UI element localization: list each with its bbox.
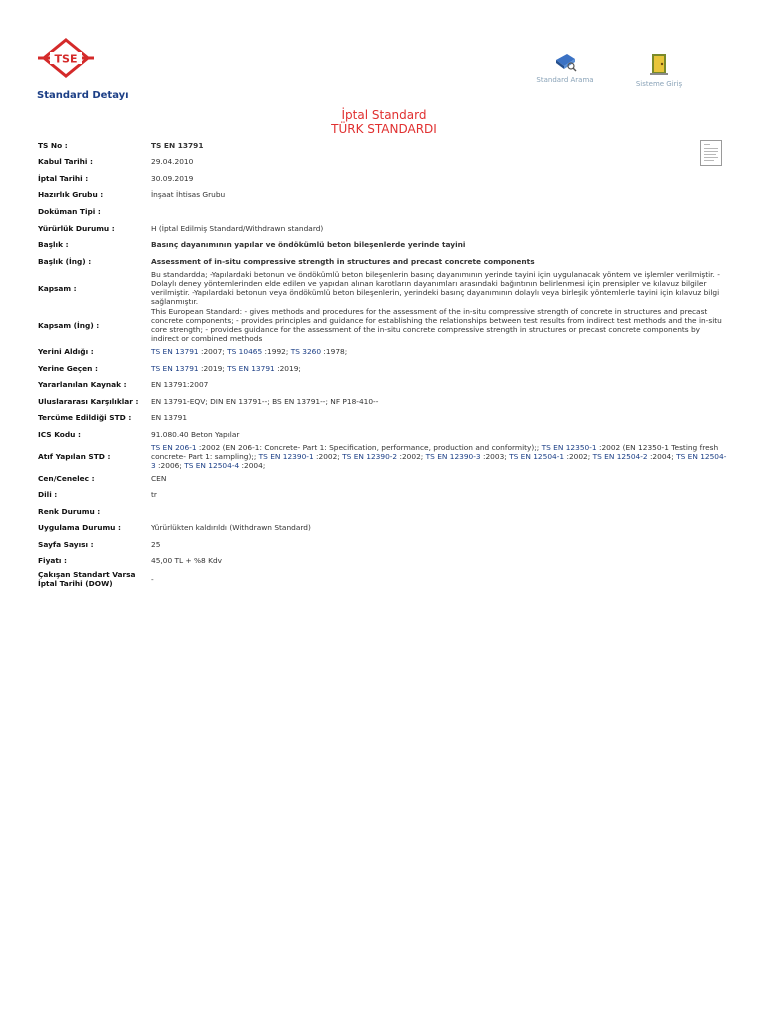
referenced-standard-info: :2003; <box>480 451 510 461</box>
value-kapsam: Bu standardda; -Yapılardaki betonun ve öndökümlü beton bileşenlerin basınç dayanımının yerinde tayini için uygulanacak yöntem ve işlemler verilmiştir. -Dolaylı deney yöntemlerinden elde edilen ve yapıdan alınan karotların dayanımları arasındaki bağıntının belirlenmesi için prensipler ve kılavuz bilgiler verilmiştir. -Yapılardaki betonun veya öndökümlü beton bileşenlerin, yerindeki basınç dayanımının dolaylı veya birleşik yöntemlerle tayini için kılavuz bilgi sağlanmıştır. <box>151 270 720 306</box>
label-kabul: Kabul Tarihi : <box>38 157 93 166</box>
label-dow: Çakışan Standart Varsa İptal Tarihi (DOW) <box>38 570 136 588</box>
referenced-standard-link[interactable]: TS EN 12390-3 <box>425 451 481 461</box>
row-fiyat <box>38 552 728 569</box>
row-renk <box>38 503 728 519</box>
successor-standard-year: :2019; <box>274 363 301 373</box>
top-nav <box>0 52 768 88</box>
value-atif <box>151 442 728 470</box>
label-kapsam: Kapsam : <box>38 283 77 293</box>
referenced-standard-info: :2004; <box>239 460 266 470</box>
referenced-standard-info: :2002 (EN 206-1: Concrete- Part 1: Specification, performance, production and conformity);; <box>196 442 542 452</box>
replaced-standard-link[interactable]: TS 10465 <box>227 347 263 356</box>
row-tercume <box>38 409 728 426</box>
value-kapsam-ing: This European Standard: - gives methods and procedures for the assessment of the in-situ compressive strength of concrete in structures and precast concrete components; - provides principles and guidance for establishing the relationships between test results from indirect test methods and the in-situ core strength; - provides guidance for the assessment of the in-situ concrete compressive strength in structures or precast concrete components by indirect or combined methods <box>151 307 722 343</box>
referenced-standard-info: :2004; <box>647 451 677 461</box>
value-cen: CEN <box>151 473 167 483</box>
row-sayfa <box>38 536 728 552</box>
value-uluslararasi: EN 13791-EQV; DIN EN 13791--; BS EN 13791--; NF P18-410-- <box>151 396 379 406</box>
label-baslik: Başlık : <box>38 240 69 249</box>
referenced-standard-link[interactable]: TS EN 12504-3 <box>151 451 727 470</box>
row-hazirlik <box>38 186 728 203</box>
successor-standard-link[interactable]: TS EN 13791 <box>151 363 199 373</box>
value-fiyat: 45,00 TL + %8 Kdv <box>151 556 223 565</box>
label-renk: Renk Durumu : <box>38 506 101 516</box>
row-yerine-gecen <box>38 360 728 376</box>
referenced-standard-info: :2002 (EN 12350-1 Testing fresh concrete- Part 1: sampling);; <box>151 442 719 461</box>
referenced-standard-info: :2002; <box>313 451 343 461</box>
value-uygulama: Yürürlükten kaldırıldı (Withdrawn Standard) <box>151 523 311 532</box>
value-baslik: Basınç dayanımının yapılar ve öndökümlü beton bileşenlerde yerinde tayini <box>151 240 466 249</box>
referenced-standard-info: :2002; <box>397 451 426 461</box>
value-hazirlik: İnşaat İhtisas Grubu <box>151 190 226 199</box>
standard-search-link[interactable] <box>534 52 596 84</box>
referenced-standard-link[interactable]: TS EN 206-1 <box>151 442 197 452</box>
value-yerini-aldigi <box>151 343 728 360</box>
row-dokuman <box>38 203 728 220</box>
value-tercume: EN 13791 <box>151 413 188 422</box>
row-dili <box>38 486 728 503</box>
value-ics: 91.080.40 Beton Yapılar <box>151 429 240 439</box>
referenced-standard-link[interactable]: TS EN 12504-4 <box>184 460 240 470</box>
system-login-label: Sisteme Giriş <box>635 80 683 88</box>
label-sayfa: Sayfa Sayısı : <box>38 539 94 549</box>
row-kapsam <box>38 269 728 307</box>
book-search-icon <box>534 52 596 74</box>
successor-standard-link[interactable]: TS EN 13791 <box>227 363 275 373</box>
row-ics <box>38 426 728 442</box>
row-uygulama <box>38 519 728 536</box>
section-title: Standard Detayı <box>37 90 129 101</box>
label-tercume: Tercüme Edildiği STD : <box>38 413 132 422</box>
value-yerine-gecen <box>151 360 728 376</box>
value-renk <box>151 503 728 519</box>
replaced-standard-link[interactable]: TS EN 13791 <box>151 347 199 356</box>
value-baslik-ing: Assessment of in-situ compressive strength in structures and precast concrete components <box>151 256 535 266</box>
label-yururluk: Yürürlük Durumu : <box>38 223 115 233</box>
row-uluslararasi <box>38 393 728 409</box>
label-dokuman: Doküman Tipi : <box>38 207 101 216</box>
label-cen: Cen/Cenelec : <box>38 473 95 483</box>
row-cen <box>38 470 728 486</box>
replaced-standard-year: :1978; <box>321 347 348 356</box>
replaced-standard-link[interactable]: TS 3260 <box>290 347 322 356</box>
system-login-link[interactable] <box>628 52 690 88</box>
successor-standard-year: :2019; <box>198 363 228 373</box>
value-ts-no: TS EN 13791 <box>151 140 204 150</box>
label-yararlanilan: Yararlanılan Kaynak : <box>38 380 127 389</box>
logo-text: TSE <box>54 52 78 66</box>
label-ts-no: TS No : <box>38 140 68 150</box>
label-fiyat: Fiyatı : <box>38 556 67 565</box>
row-yerini-aldigi <box>38 343 728 360</box>
referenced-standard-link[interactable]: TS EN 12390-2 <box>342 451 398 461</box>
value-yururluk: H (İptal Edilmiş Standard/Withdrawn standard) <box>151 223 324 233</box>
label-iptal: İptal Tarihi : <box>38 173 89 183</box>
row-yararlanilan <box>38 376 728 393</box>
label-ics: ICS Kodu : <box>38 429 81 439</box>
label-hazirlik: Hazırlık Grubu : <box>38 190 104 199</box>
label-atif: Atıf Yapılan STD : <box>38 451 111 461</box>
referenced-standard-link[interactable]: TS EN 12504-1 <box>509 451 565 461</box>
standard-details-table <box>38 137 728 589</box>
row-iptal <box>38 170 728 186</box>
replaced-standard-year: :1992; <box>262 347 291 356</box>
value-iptal: 30.09.2019 <box>151 173 194 183</box>
label-uluslararasi: Uluslararası Karşılıklar : <box>38 396 139 406</box>
value-sayfa: 25 <box>151 539 161 549</box>
label-baslik-ing: Başlık (İng) : <box>38 256 92 266</box>
value-dokuman <box>151 203 728 220</box>
status-heading: İptal Standard <box>341 108 427 122</box>
row-kabul <box>38 153 728 170</box>
replaced-standard-year: :2007; <box>198 347 228 356</box>
referenced-standard-link[interactable]: TS EN 12504-2 <box>592 451 648 461</box>
label-kapsam-ing: Kapsam (İng) : <box>38 320 100 330</box>
subheading: TÜRK STANDARDI <box>331 122 437 136</box>
row-kapsam-ing <box>38 307 728 343</box>
label-dili: Dili : <box>38 490 58 499</box>
label-yerine-gecen: Yerine Geçen : <box>38 363 98 373</box>
door-login-icon <box>628 52 690 78</box>
label-yerini-aldigi: Yerini Aldığı : <box>38 347 94 356</box>
value-dili: tr <box>151 490 157 499</box>
row-baslik <box>38 236 728 253</box>
row-yururluk <box>38 220 728 236</box>
value-kabul: 29.04.2010 <box>151 157 194 166</box>
label-uygulama: Uygulama Durumu : <box>38 523 121 532</box>
standard-search-label: Standard Arama <box>536 76 594 84</box>
row-baslik-ing <box>38 253 728 269</box>
row-ts-no <box>38 137 728 153</box>
referenced-standard-link[interactable]: TS EN 12390-1 <box>258 451 314 461</box>
value-dow: - <box>151 574 154 584</box>
referenced-standard-info: :2006; <box>155 460 185 470</box>
row-dow <box>38 569 728 589</box>
referenced-standard-link[interactable]: TS EN 12350-1 <box>541 442 597 452</box>
referenced-standard-info: :2002; <box>564 451 593 461</box>
row-atif <box>38 442 728 470</box>
value-yararlanilan: EN 13791:2007 <box>151 380 209 389</box>
